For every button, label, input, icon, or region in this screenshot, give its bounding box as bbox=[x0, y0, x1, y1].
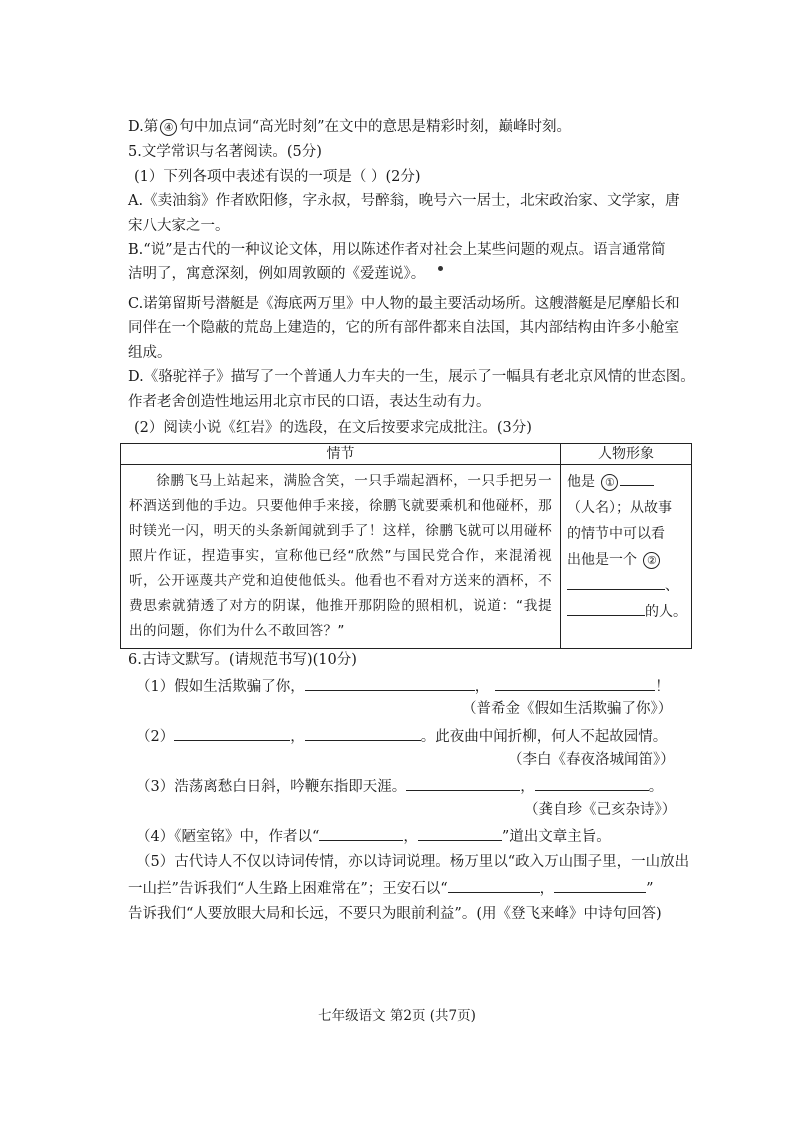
option-a-line2: 宋八大家之一。 bbox=[128, 218, 230, 234]
option-c-line1: C.诺第留斯号潜艇是《海底两万里》中人物的最主要活动场所。这艘潜艇是尼摩船长和 bbox=[128, 296, 680, 312]
q6-item2: （2） ， 。此夜曲中闻折柳，何人不起故园情。 bbox=[136, 726, 667, 747]
option-d-line2: 作者老舍创造性地运用北京市民的口语，表达生动有力。 bbox=[128, 394, 491, 410]
question-6-title: 6.古诗文默写。(请规范书写)(10分) bbox=[128, 652, 357, 668]
answer-blank[interactable] bbox=[567, 601, 645, 616]
q6-item5-line1: （5）古代诗人不仅以诗词传情，亦以诗词说理。杨万里以“政入万山围子里，一山放出 bbox=[136, 854, 690, 870]
question-5-sub2: (2）阅读小说《红岩》的选段，在文后按要求完成批注。(3分) bbox=[134, 420, 532, 436]
answer-blank[interactable] bbox=[418, 826, 502, 841]
answer-blank[interactable] bbox=[535, 776, 649, 791]
answer-blank[interactable] bbox=[495, 676, 655, 691]
answer-blank[interactable] bbox=[554, 878, 646, 893]
annotation-table bbox=[120, 443, 692, 649]
q6-item4: （4）《陋室铭》中，作者以“ ， ”道出文章主旨。 bbox=[136, 826, 611, 847]
answer-blank[interactable] bbox=[319, 826, 403, 841]
table-header-plot: 情节 bbox=[121, 444, 561, 465]
option-b-line2: 洁明了，寓意深刻，例如周敦颐的《爱莲说》。 bbox=[128, 266, 426, 282]
answer-blank[interactable] bbox=[448, 878, 540, 893]
plot-excerpt-text: 徐鹏飞马上站起来，满脸含笑，一只手端起酒杯，一只手把另一杯酒送到他的手边。只要他伸手来接，徐鹏飞就要乘机和他碰杯，那时镁光一闪，明天的头条新闻就到手了！这样，徐鹏飞就可以用碰杯照片作证，捏造事实，宣称他已经“欣然”与国民党合作，来混淆视听，公开诬蔑共产党和迫使他低头。他看也不看对方送来的酒杯，不费思索就猜透了对方的阴谋，他推开那阴险的照相机，说道：“我提出的问题，你们为什么不敢回答？” bbox=[129, 473, 552, 639]
answer-blank[interactable] bbox=[174, 726, 290, 741]
q6-item3: （3）浩荡离愁白日斜，吟鞭东指即天涯。 ， 。 bbox=[136, 776, 663, 797]
plot-excerpt-cell bbox=[121, 465, 561, 649]
q6-item2-source: （李白《春夜洛城闻笛》） bbox=[508, 752, 675, 768]
q6-item3-source: （龚自珍《己亥杂诗》） bbox=[524, 802, 677, 818]
answer-blank[interactable] bbox=[305, 726, 421, 741]
option-c-line3: 组成。 bbox=[128, 345, 172, 361]
q6-item5-line3: 告诉我们“人要放眼大局和长远，不要只为眼前利益”。(用《登飞来峰》中诗句回答) bbox=[128, 906, 662, 922]
character-cell: 他是 ① （人名）；从故事 的情节中可以看 出他是一个 ② 、 的人。 bbox=[561, 465, 692, 649]
q6-item1-source: （普希金《假如生活欺骗了你》） bbox=[462, 701, 673, 717]
circled-number: ④ bbox=[160, 119, 177, 136]
answer-blank[interactable] bbox=[305, 676, 475, 691]
q6-item1: （1）假如生活欺骗了你， ， ！ bbox=[136, 676, 670, 697]
option-d-line1: D.《骆驼祥子》描写了一个普通人力车夫的一生，展示了一幅具有老北京风情的世态图。 bbox=[128, 369, 695, 385]
question-5-sub1: (1）下列各项中表述有误的一项是（ ）(2分) bbox=[134, 169, 421, 185]
question-4-option-d: D.第 ④ 句中加点词“高光时刻”在文中的意思是精彩时刻，巅峰时刻。 bbox=[128, 119, 572, 135]
page-footer: 七年级语文 第2页 (共7页) bbox=[318, 1008, 476, 1024]
q6-item5-line2: 一山拦”告诉我们“人生路上困难常在”；王安石以“ ， ” bbox=[128, 878, 654, 899]
circled-number: ② bbox=[643, 552, 660, 569]
answer-blank[interactable] bbox=[567, 575, 665, 590]
circled-number: ① bbox=[601, 474, 618, 491]
option-b-line1: B.“说”是古代的一种议论文体，用以陈述作者对社会上某些问题的观点。语言通常简 bbox=[128, 242, 666, 258]
answer-blank[interactable] bbox=[620, 471, 654, 486]
option-a-line1: A.《卖油翁》作者欧阳修，字永叔，号醉翁，晚号六一居士，北宋政治家、文学家，唐 bbox=[128, 193, 680, 209]
option-c-line2: 同伴在一个隐蔽的荒岛上建造的，它的所有部件都来自法国，其内部结构由许多小舱室 bbox=[128, 320, 679, 336]
table-header-character: 人物形象 bbox=[561, 444, 692, 465]
answer-blank[interactable] bbox=[406, 776, 520, 791]
question-5-title: 5.文学常识与名著阅读。(5分) bbox=[128, 144, 322, 160]
ink-speck bbox=[438, 266, 443, 271]
